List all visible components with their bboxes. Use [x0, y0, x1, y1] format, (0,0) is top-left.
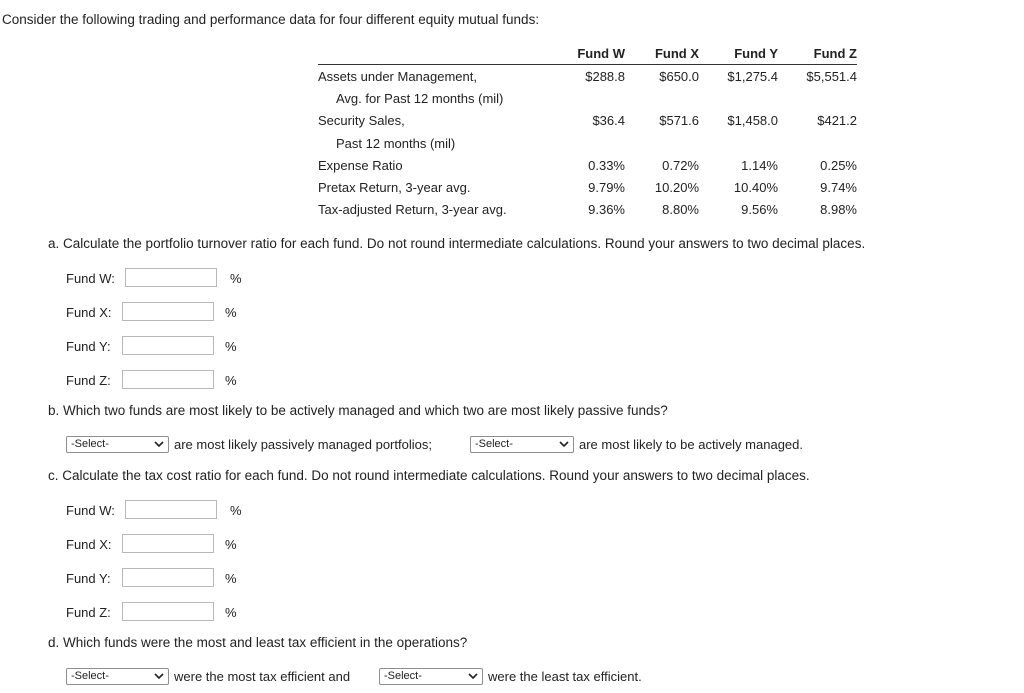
cell-value: $288.8	[585, 68, 625, 84]
header-empty	[318, 42, 576, 65]
cell-value: 0.25%	[820, 157, 857, 173]
cell-value: 8.80%	[662, 202, 699, 218]
percent-unit: %	[230, 271, 242, 286]
table-row	[318, 199, 857, 221]
chevron-down-icon	[154, 439, 164, 449]
table-row	[318, 132, 857, 154]
cell-value: $36.4	[592, 113, 625, 129]
most-tax-efficient-text: were the most tax efficient and	[174, 669, 351, 684]
percent-unit: %	[225, 537, 237, 552]
header-fund-w: Fund W	[576, 42, 629, 65]
taxcost-fund-w-input[interactable]	[125, 500, 217, 519]
question-d: d. Which funds were the most and least tax efficient in the operations?	[48, 635, 468, 650]
least-tax-efficient-select[interactable]	[379, 668, 483, 685]
question-c: c. Calculate the tax cost ratio for each fund. Do not round intermediate calculations. Round your answers to two decimal places.	[48, 468, 810, 483]
cell-value: 9.79%	[588, 180, 625, 196]
taxcost-fund-y-input[interactable]	[122, 568, 214, 587]
turnover-fund-x-label: Fund X:	[66, 305, 112, 320]
taxcost-fund-z-label: Fund Z:	[66, 605, 111, 620]
passive-funds-text: are most likely passively managed portfolios;	[174, 437, 432, 452]
row-label: Security Sales,	[318, 113, 405, 129]
percent-unit: %	[230, 503, 242, 518]
active-funds-text: are most likely to be actively managed.	[579, 437, 803, 452]
turnover-fund-z-label: Fund Z:	[66, 373, 111, 388]
select-value: -Select-	[475, 438, 513, 450]
intro-text: Consider the following trading and performance data for four different equity mutual funds:	[2, 12, 540, 27]
turnover-fund-y-input[interactable]	[122, 336, 214, 355]
cell-value: $650.0	[659, 68, 699, 84]
most-tax-efficient-select[interactable]	[66, 668, 169, 685]
cell-value: $5,551.4	[806, 68, 857, 84]
header-fund-x: Fund X	[629, 42, 699, 65]
row-label: Pretax Return, 3-year avg.	[318, 180, 471, 196]
cell-value	[576, 132, 629, 154]
table-row	[318, 154, 857, 176]
cell-value: $1,275.4	[727, 68, 778, 84]
taxcost-fund-w-label: Fund W:	[66, 503, 115, 518]
chevron-down-icon	[468, 671, 478, 681]
row-label: Assets under Management,	[318, 68, 477, 84]
cell-value: 0.72%	[662, 157, 699, 173]
cell-value: 10.40%	[733, 180, 778, 196]
cell-value	[576, 87, 629, 109]
row-label: Expense Ratio	[318, 157, 403, 173]
chevron-down-icon	[559, 439, 569, 449]
taxcost-fund-x-label: Fund X:	[66, 537, 112, 552]
cell-value: 9.36%	[588, 202, 625, 218]
cell-value: 9.74%	[820, 180, 857, 196]
cell-value: 8.98%	[820, 202, 857, 218]
cell-value	[778, 132, 857, 154]
active-funds-select[interactable]	[470, 436, 574, 453]
row-label: Past 12 months (mil)	[336, 135, 456, 151]
percent-unit: %	[225, 339, 237, 354]
fund-data-table	[318, 42, 857, 221]
question-a: a. Calculate the portfolio turnover ratio for each fund. Do not round intermediate calculations. Round your answers to two decimal places.	[48, 236, 866, 251]
turnover-fund-x-input[interactable]	[122, 302, 214, 321]
select-value: -Select-	[71, 670, 109, 682]
question-b: b. Which two funds are most likely to be actively managed and which two are most likely passive funds?	[48, 403, 668, 418]
cell-value: $571.6	[659, 113, 699, 129]
taxcost-fund-x-input[interactable]	[122, 534, 214, 553]
taxcost-fund-z-input[interactable]	[122, 602, 214, 621]
turnover-fund-y-label: Fund Y:	[66, 339, 111, 354]
select-value: -Select-	[71, 438, 109, 450]
taxcost-fund-y-label: Fund Y:	[66, 571, 111, 586]
cell-value	[699, 87, 778, 109]
turnover-fund-w-label: Fund W:	[66, 271, 115, 286]
passive-funds-select[interactable]	[66, 436, 169, 453]
percent-unit: %	[225, 571, 237, 586]
percent-unit: %	[225, 373, 237, 388]
percent-unit: %	[225, 305, 237, 320]
cell-value: 1.14%	[741, 157, 778, 173]
row-label: Avg. for Past 12 months (mil)	[336, 90, 504, 106]
least-tax-efficient-text: were the least tax efficient.	[488, 669, 642, 684]
cell-value	[699, 132, 778, 154]
table-row	[318, 176, 857, 198]
cell-value: 0.33%	[588, 157, 625, 173]
chevron-down-icon	[154, 671, 164, 681]
table-row	[318, 65, 857, 88]
header-fund-z: Fund Z	[778, 42, 857, 65]
cell-value: $421.2	[817, 113, 857, 129]
turnover-fund-w-input[interactable]	[125, 268, 217, 287]
row-label: Tax-adjusted Return, 3-year avg.	[318, 202, 507, 218]
cell-value	[629, 132, 699, 154]
cell-value: 10.20%	[654, 180, 699, 196]
percent-unit: %	[225, 605, 237, 620]
header-fund-y: Fund Y	[699, 42, 778, 65]
table-header-row	[318, 42, 857, 65]
select-value: -Select-	[384, 670, 422, 682]
cell-value: 9.56%	[741, 202, 778, 218]
turnover-fund-z-input[interactable]	[122, 370, 214, 389]
table-row	[318, 87, 857, 109]
cell-value: $1,458.0	[727, 113, 778, 129]
cell-value	[778, 87, 857, 109]
cell-value	[629, 87, 699, 109]
table-row	[318, 110, 857, 132]
